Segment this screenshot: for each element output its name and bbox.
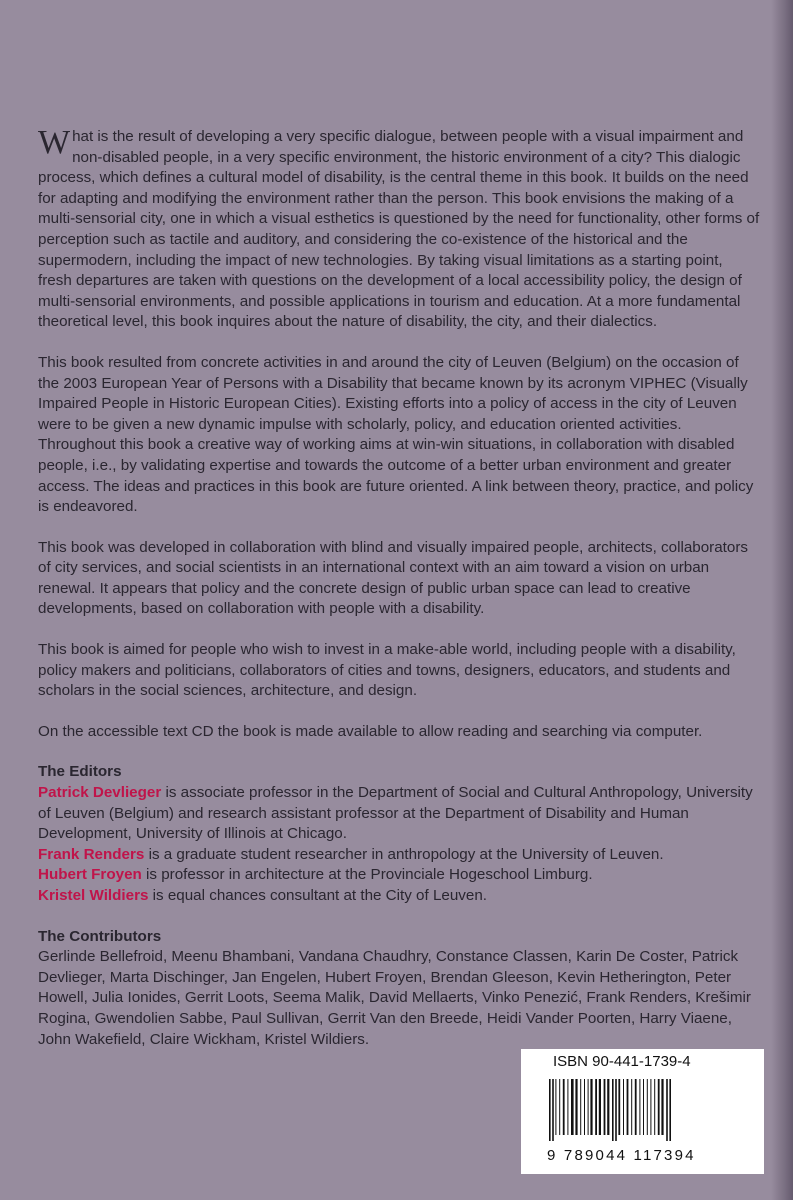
paragraph-cd: On the accessible text CD the book is made available to allow reading and searching via computer. bbox=[38, 722, 703, 740]
barcode-bar bbox=[658, 1079, 660, 1135]
barcode-bar bbox=[552, 1079, 554, 1141]
barcode-bar bbox=[635, 1079, 637, 1135]
barcode-bar bbox=[584, 1079, 585, 1135]
barcode-bar bbox=[618, 1079, 620, 1135]
isbn-number: ISBN 90-441-1739-4 bbox=[553, 1053, 691, 1070]
back-cover-text bbox=[38, 124, 760, 1050]
barcode-bar bbox=[615, 1079, 617, 1141]
barcode-bar bbox=[599, 1079, 601, 1135]
barcode-bar bbox=[604, 1079, 606, 1135]
editor-entry bbox=[38, 865, 760, 886]
barcode-bar bbox=[666, 1079, 668, 1141]
contributors-list: Gerlinde Bellefroid, Meenu Bhambani, Vandana Chaudhry, Constance Classen, Karin De Coster, Patrick Devlieger, Marta Dischinger, Jan Engelen, Hubert Froyen, Brendan Gleeson, Kevin Hetherington, Peter Howell, Julia Ionides, Gerrit Loots, Seema Malik, David Mellaerts, Vinko Penezić, Frank Renders, Krešimir Rogina, Gwendolien Sabbe, Paul Sullivan, Gerrit Van den Breede, Heidi Vander Poorten, Harry Viaene, John Wakefield, Claire Wickham, Kristel Wildiers. bbox=[38, 948, 751, 1048]
barcode-bar bbox=[654, 1079, 655, 1135]
paragraph-collaboration: This book was developed in collaboration with blind and visually impaired people, architects, collaborators of city services, and social scientists in an international context with an aim toward a vision on urban renewal. It appears that policy and the concrete design of public urban space can lead to creative developments, based on collaboration with people with a disability. bbox=[38, 538, 748, 618]
intro-text: hat is the result of developing a very specific dialogue, between people with a visual impairment and non-disabled people, in a very specific environment, the historic environment of a city? This dialogic process, which defines a cultural model of disability, is the central theme in this book. It builds on the need for adapting and modifying the environment rather than the person. This book envisions the making of a multi-sensorial city, one in which a visual esthetics is questioned by the need for functionality, other forms of perception such as tactile and auditory, and considering the co-existence of the historical and the supermodern, including the impact of new technologies. By taking visual limitations as a starting point, fresh departures are taken with questions on the development of a local accessibility policy, the design of multi-sensorial environments, and possible applications in tourism and education. At a more fundamental theoretical level, this book inquires about the nature of disability, the city, and their dialectics. bbox=[38, 128, 760, 331]
barcode-bar bbox=[643, 1079, 644, 1135]
barcode-bar bbox=[607, 1079, 609, 1135]
editor-name: Patrick Devlieger bbox=[38, 784, 162, 802]
barcode-bar bbox=[647, 1079, 648, 1135]
editor-entry bbox=[38, 845, 760, 866]
editor-name: Hubert Froyen bbox=[38, 866, 142, 884]
barcode-bar bbox=[563, 1079, 565, 1135]
intro-paragraph bbox=[38, 124, 760, 333]
barcode-bar bbox=[575, 1079, 577, 1135]
barcode-bar bbox=[567, 1079, 568, 1135]
editor-name: Frank Renders bbox=[38, 845, 145, 863]
barcode-bar bbox=[639, 1079, 640, 1135]
barcode-bar bbox=[631, 1079, 632, 1135]
barcode-bar bbox=[559, 1079, 560, 1135]
barcode-bar bbox=[595, 1079, 597, 1135]
barcode-bar bbox=[571, 1079, 574, 1135]
barcode-bar bbox=[612, 1079, 614, 1141]
drop-cap: W bbox=[38, 124, 71, 161]
barcode-digits: 9 789044 117394 bbox=[547, 1147, 696, 1164]
editors-section bbox=[38, 762, 760, 906]
barcode-bar bbox=[650, 1079, 651, 1135]
editor-description: is associate professor in the Department of Social and Cultural Anthropology, University of Leuven (Belgium) and research assistant professor at the Department of Disability and Human Development, University of Illinois at Chicago. bbox=[38, 784, 753, 843]
barcode-bar bbox=[627, 1079, 629, 1135]
spine-shadow bbox=[771, 0, 793, 1200]
paragraph-origin: This book resulted from concrete activities in and around the city of Leuven (Belgium) on the occasion of the 2003 European Year of Persons with a Disability that became known by its acronym VIPHEC (Visually Impaired People in Historic European Cities). Existing efforts into a policy of access in the city of Leuven were to be given a new dynamic impulse with scholarly, policy, and education oriented activities. Throughout this book a creative way of working aims at win-win situations, in collaboration with disabled people, i.e., by validating expertise and towards the outcome of a better urban environment and greater access. The ideas and practices in this book are future oriented. A link between theory, practice, and policy is endeavored. bbox=[38, 353, 754, 516]
editor-entry bbox=[38, 783, 760, 845]
paragraph-audience: This book is aimed for people who wish to invest in a make-able world, including people with a disability, policy makers and politicians, collaborators of cities and towns, designers, educators, and students and scholars in the social sciences, architecture, and design. bbox=[38, 641, 736, 700]
contributors-section bbox=[38, 927, 760, 1051]
editor-description: is equal chances consultant at the City of Leuven. bbox=[148, 887, 487, 904]
barcode-bar bbox=[549, 1079, 551, 1141]
contributors-heading: The Contributors bbox=[38, 927, 162, 945]
barcode-graphic bbox=[547, 1079, 737, 1141]
editor-entry bbox=[38, 886, 760, 907]
barcode-bar bbox=[661, 1079, 663, 1135]
barcode-bar bbox=[590, 1079, 592, 1135]
editor-description: is professor in architecture at the Provinciale Hogeschool Limburg. bbox=[141, 866, 593, 884]
editor-description: is a graduate student researcher in anthropology at the University of Leuven. bbox=[144, 845, 664, 863]
isbn-barcode-label bbox=[521, 1049, 764, 1174]
editors-heading: The Editors bbox=[38, 763, 122, 781]
barcode-bar bbox=[669, 1079, 671, 1141]
barcode-bar bbox=[555, 1079, 556, 1135]
barcode-bar bbox=[580, 1079, 581, 1135]
barcode-bar bbox=[588, 1079, 589, 1135]
barcode-bar bbox=[623, 1079, 624, 1135]
editor-name: Kristel Wildiers bbox=[38, 887, 149, 904]
